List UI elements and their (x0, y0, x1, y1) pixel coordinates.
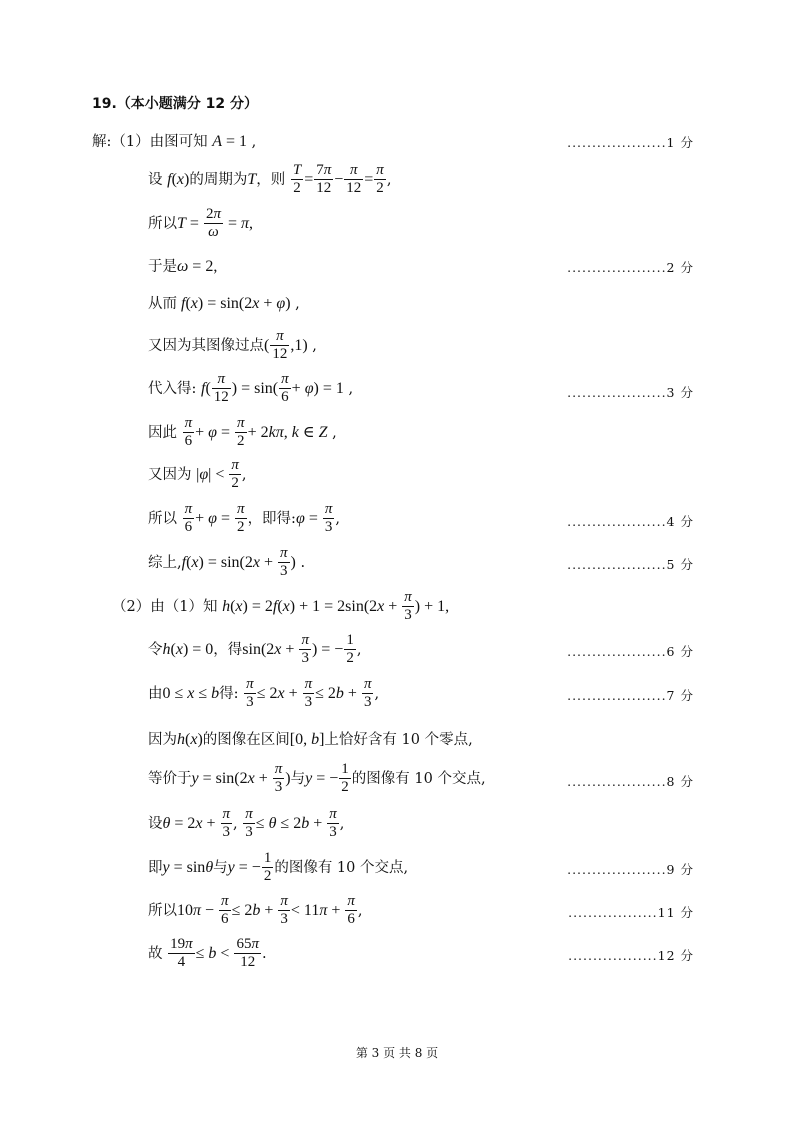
score-marker-7: ....................7 分 (567, 688, 694, 703)
solution-line-20: 故 $\frac{19\pi}{4}$ ≤ b < $\frac{65\pi}{12}$ . (148, 936, 267, 971)
solution-line-5: 从而 f(x) = sin(2x + φ) , (148, 295, 300, 312)
solution-line-8: 因此 $\frac{\pi}{6}$ + φ = $\frac{\pi}{2}$ + 2kπ, k ∈ Z , (148, 415, 337, 450)
solution-line-12: （2）由（1）知 h(x) = 2f(x) + 1 = 2sin(2x + $\frac{\pi}{3}$ ) + 1, (112, 589, 450, 624)
page-footer: 第 3 页 共 8 页 (355, 1046, 439, 1060)
score-marker-5: ....................5 分 (567, 557, 694, 572)
solution-line-4: 于是ω = 2, (148, 258, 218, 275)
solution-line-7: 代入得: f( $\frac{\pi}{12}$ ) = sin( $\frac{\pi}{6}$ + φ) = 1 , (148, 371, 354, 406)
problem-heading: 19.（本小题满分 12 分） (92, 96, 259, 112)
solution-line-13: 令h(x) = 0，得sin(2x + $\frac{\pi}{3}$ ) = − $\frac{1}{2}$ , (148, 632, 362, 667)
score-marker-12: ..................12 分 (568, 948, 694, 963)
solution-line-1: 解:（1）由图可知 A = 1 , (92, 133, 257, 150)
solution-line-15: 因为h(x)的图像在区间[0, b]上恰好含有 10 个零点, (148, 731, 473, 748)
score-marker-8: ....................8 分 (567, 774, 694, 789)
solution-line-14: 由0 ≤ x ≤ b得: $\frac{\pi}{3}$ ≤ 2x + $\frac{\pi}{3}$ ≤ 2b + $\frac{\pi}{3}$ , (148, 676, 380, 711)
solution-line-18: 即y = sinθ与y = − $\frac{1}{2}$ 的图像有 10 个交点, (148, 850, 409, 885)
solution-line-10: 所以 $\frac{\pi}{6}$ + φ = $\frac{\pi}{2}$ ，即得:φ = $\frac{\pi}{3}$ , (148, 501, 340, 536)
score-marker-3: ....................3 分 (567, 385, 694, 400)
score-marker-9: ....................9 分 (567, 862, 694, 877)
solution-line-6: 又因为其图像过点( $\frac{\pi}{12}$ ,1) , (148, 328, 317, 363)
score-marker-4: ....................4 分 (567, 514, 694, 529)
solution-line-19: 所以10π − $\frac{\pi}{6}$ ≤ 2b + $\frac{\pi}{3}$ < 11π + $\frac{\pi}{6}$ , (148, 893, 363, 928)
solution-line-17: 设θ = 2x + $\frac{\pi}{3}$ , $\frac{\pi}{3}$ ≤ θ ≤ 2b + $\frac{\pi}{3}$ , (148, 806, 345, 841)
part2-label: （2） (112, 598, 151, 615)
score-marker-2: ....................2 分 (567, 260, 694, 275)
score-marker-11: ..................11 分 (568, 905, 694, 920)
score-marker-6: ....................6 分 (567, 644, 694, 659)
solution-line-3: 所以T = $\frac{2\pi}{\omega}$ = π, (148, 206, 253, 241)
solution-line-16: 等价于y = sin(2x + $\frac{\pi}{3}$ )与y = − $\frac{1}{2}$ 的图像有 10 个交点, (148, 761, 486, 796)
solution-line-9: 又因为 |φ| < $\frac{\pi}{2}$ , (148, 457, 247, 492)
score-marker-1: ....................1 分 (567, 135, 694, 150)
solution-line-2: 设 f(x)的周期为T，则 $\frac{T}{2}$ = $\frac{7\pi}{12}$ − $\frac{\pi}{12}$ = $\frac{\pi}{2}$ , (148, 162, 392, 197)
part1-label: 解:（1） (92, 134, 150, 150)
solution-line-11: 综上,f(x) = sin(2x + $\frac{\pi}{3}$ ) . (148, 545, 306, 580)
